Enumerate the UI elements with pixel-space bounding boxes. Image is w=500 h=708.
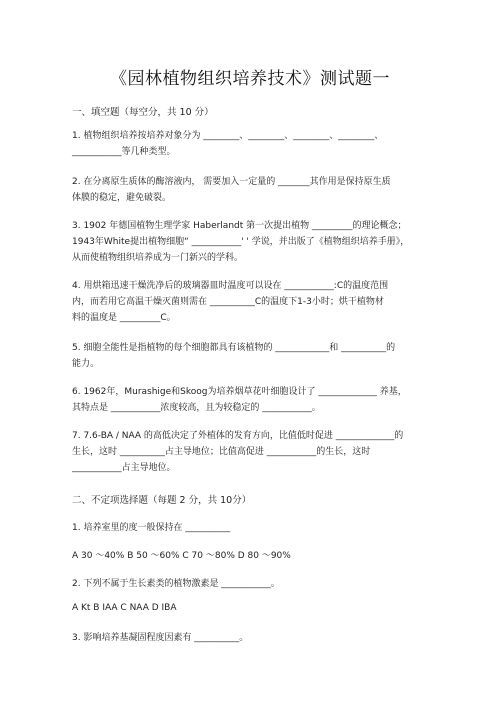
mc-question-2-options: A Kt B IAA C NAA D IBA: [72, 603, 177, 613]
question-7: [72, 428, 432, 476]
question-line: 1943年White提出植物细胞“ ___________' ' 学说，并出版了《植物组织培养手册》，: [72, 237, 410, 247]
question-line: 能力。: [72, 359, 100, 369]
question-line: 2. 在分离原生质体的酶溶液内， 需要加入一定量的 _______其作用是保持原生质: [72, 177, 391, 187]
question-3: [72, 218, 432, 266]
question-line: 5. 细胞全能性是指植物的每个细胞都具有该植物的 ____________和 __________的: [72, 343, 396, 353]
question-line: 体膜的稳定，避免破裂。: [72, 193, 172, 203]
question-4: [72, 278, 432, 326]
section-heading-multiple-choice: 二、不定项选择题（每题 2 分，共 10分）: [72, 495, 252, 506]
question-line: 内，而若用它高温干燥灭菌则需在 __________C的温度下1-3小时；烘干植物材: [72, 297, 384, 307]
question-line: ___________等几种类型。: [72, 147, 176, 157]
mc-question-1-options: A 30 ～40% B 50 ～60% C 70 ～80% D 80 ～90%: [72, 551, 291, 561]
question-line: 7. 7.6-BA / NAA 的高低决定了外植体的发育方向，比值低时促进 _____________的: [72, 431, 404, 441]
question-line: 其特点是 ___________浓度较高，且为较稳定的 ___________。: [72, 403, 321, 413]
question-6: [72, 384, 432, 416]
question-line: 3. 1902 年德国植物生理学家 Haberlandt 第一次提出植物 _________的理论概念；: [72, 221, 407, 231]
question-1: [72, 128, 432, 160]
mc-question-2: 2. 下列不属于生长素类的植物激素是 ___________。: [72, 579, 280, 589]
question-line: 4. 用烘箱迅速干燥洗净后的玻璃器皿时温度可以设在 ___________:C的温度范围: [72, 281, 389, 291]
question-line: 1. 植物组织培养按培养对象分为 ________、________、________、________、: [72, 131, 384, 141]
question-line: 生长，这时 __________占主导地位；比值高促进 ___________的生长，这时: [72, 447, 371, 457]
document-title: 《园林植物组织培养技术》测试题一: [110, 69, 390, 89]
question-line: 料的温度是 _________C。: [72, 313, 176, 323]
question-line: 6. 1962年，Murashige和Skoog为培养烟草花叶细胞设计了 _____________ 养基，: [72, 387, 407, 397]
question-2: [72, 174, 432, 206]
mc-question-1: 1. 培养室里的度一般保持在 __________: [72, 523, 231, 533]
question-5: [72, 340, 432, 372]
question-line: 从而使植物组织培养成为一门新兴的学科。: [72, 253, 244, 263]
question-line: ___________占主导地位。: [72, 463, 176, 473]
mc-question-3: 3. 影响培养基凝固程度因素有 __________。: [72, 633, 249, 643]
section-heading-fill-in: 一、填空题（每空分，共 10 分）: [72, 107, 214, 118]
